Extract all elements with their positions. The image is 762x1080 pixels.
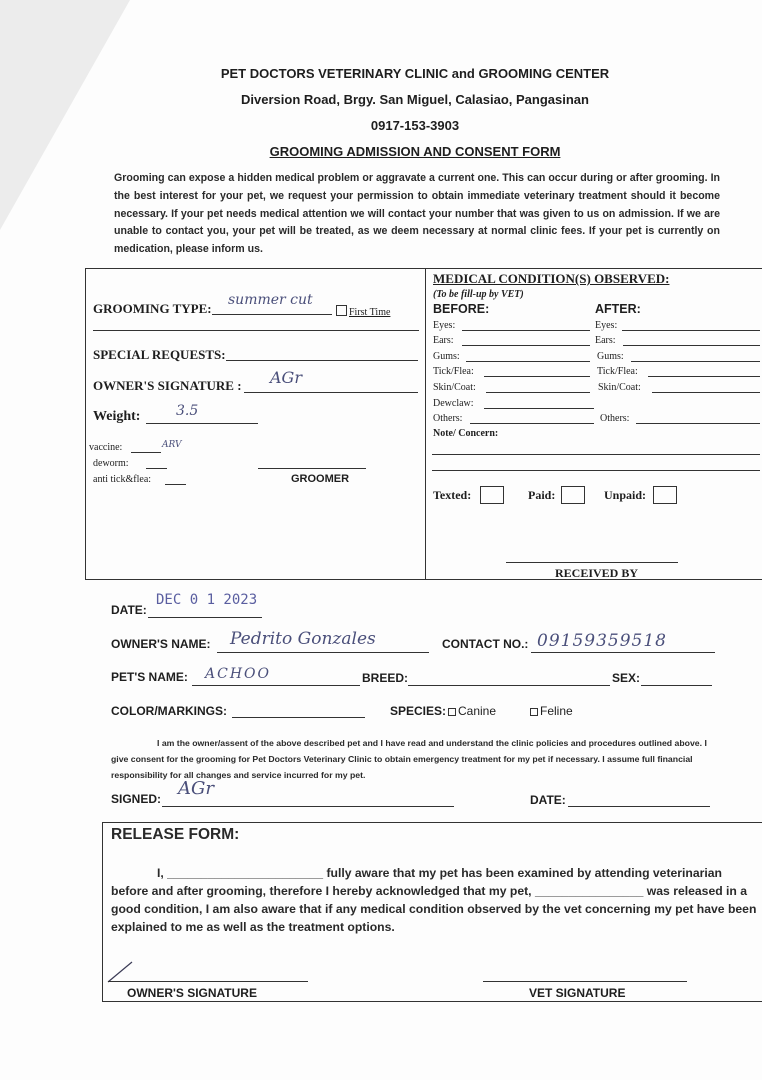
breed-line — [408, 685, 610, 686]
consent-paragraph: I am the owner/assent of the above described pet and I have read and understand the clinic policies and procedures outlined above. I give consent for the grooming for Pet Doctors Veterinary Clinic to obtain emergency treatment for my pet if necessary. I assume full financial responsibility for all changes and service incurred for my pet. — [111, 738, 707, 780]
before-others-line — [470, 423, 594, 424]
release-text-3: was released in a good condition, I am also aware that if any medical condition observed by the vet concerning my pet have been explained to me as well as the treatment options. — [111, 884, 757, 934]
before-gums: Gums: — [433, 351, 460, 362]
before-eyes-line — [462, 330, 590, 331]
release-text-2: fully aware that my pet has been examined by attending veterinarian before and after grooming, therefore I hereby acknowledged that my pet, — [111, 866, 722, 898]
before-dewclaw-line — [484, 408, 594, 409]
after-skin: Skin/Coat: — [598, 382, 641, 393]
owner-signature-line — [244, 392, 418, 393]
before-dewclaw: Dewclaw: — [433, 398, 474, 409]
feline-label: Feline — [540, 704, 573, 718]
before-ears-line — [462, 345, 590, 346]
texted-label: Texted: — [433, 488, 472, 502]
groomer-label: GROOMER — [291, 473, 350, 485]
weight-value[interactable]: 3.5 — [176, 403, 199, 419]
grooming-type-value[interactable]: summer cut — [228, 292, 313, 308]
pet-name-value[interactable]: ACHOO — [205, 666, 271, 682]
contact-value[interactable]: 09159359518 — [537, 631, 667, 651]
received-by-label: RECEIVED BY — [555, 566, 639, 580]
date-line — [148, 617, 262, 618]
deworm-line — [146, 468, 167, 469]
date-stamp-value[interactable]: DEC 0 1 2023 — [156, 592, 258, 608]
first-time-checkbox[interactable] — [336, 305, 347, 316]
feline-checkbox[interactable] — [530, 708, 538, 716]
pet-name-label: PET'S NAME: — [111, 670, 188, 684]
box-divider — [425, 268, 426, 580]
owner-name-label: OWNER'S NAME: — [111, 637, 211, 651]
special-requests-line — [226, 360, 418, 361]
release-pet-blank[interactable]: ________________ — [534, 884, 644, 898]
after-eyes: Eyes: — [595, 320, 618, 331]
note-line-1 — [432, 454, 760, 455]
contact-label: CONTACT NO.: — [442, 637, 529, 651]
canine-option[interactable] — [448, 704, 496, 718]
release-name-blank[interactable]: _______________________ — [167, 866, 324, 880]
unpaid-label: Unpaid: — [604, 488, 647, 502]
release-form-title: RELEASE FORM: — [111, 826, 240, 843]
anti-tick-line — [165, 484, 186, 485]
color-markings-line — [232, 717, 365, 718]
release-paragraph — [111, 864, 761, 936]
special-requests-label: SPECIAL REQUESTS: — [93, 347, 226, 362]
breed-label: BREED: — [362, 671, 409, 685]
signed-signature[interactable]: AGr — [178, 778, 214, 799]
grooming-type-line — [212, 314, 332, 315]
unpaid-checkbox[interactable] — [653, 486, 677, 504]
note-line-2 — [432, 470, 760, 471]
owner-signature-label: OWNER'S SIGNATURE : — [93, 378, 242, 393]
weight-label: Weight: — [93, 409, 141, 424]
clinic-address: Diversion Road, Brgy. San Miguel, Calasiao, Pangasinan — [241, 92, 589, 107]
vaccine-value[interactable]: ARV — [162, 440, 182, 450]
after-tick-line — [648, 376, 760, 377]
first-time-label: First Time — [349, 307, 391, 318]
owner-signature-value[interactable]: AGr — [270, 368, 302, 387]
release-text-1: I, — [157, 866, 168, 880]
deworm-label: deworm: — [93, 458, 129, 469]
before-skin-line — [486, 392, 590, 393]
canine-label: Canine — [458, 704, 497, 718]
before-ears: Ears: — [433, 335, 454, 346]
clinic-name: PET DOCTORS VETERINARY CLINIC and GROOMING CENTER — [220, 66, 610, 81]
species-label: SPECIES: — [390, 704, 447, 718]
texted-checkbox[interactable] — [480, 486, 504, 504]
canine-checkbox[interactable] — [448, 708, 456, 716]
grooming-type-label: GROOMING TYPE: — [93, 301, 212, 316]
groomer-line — [258, 468, 366, 469]
received-by-line — [506, 562, 678, 563]
before-gums-line — [466, 361, 590, 362]
owner-name-value[interactable]: Pedrito Gonzales — [230, 629, 376, 649]
signed-date-label: DATE: — [530, 793, 566, 807]
note-label: Note/ Concern: — [433, 428, 499, 439]
after-eyes-line — [622, 330, 760, 331]
after-gums: Gums: — [597, 351, 624, 362]
paid-label: Paid: — [528, 488, 556, 502]
first-time-option[interactable] — [336, 305, 390, 318]
pet-name-line — [192, 685, 360, 686]
date-label: DATE: — [111, 603, 147, 617]
before-label: BEFORE: — [433, 302, 490, 316]
signed-date-line — [568, 806, 710, 807]
after-ears-line — [623, 345, 760, 346]
before-skin: Skin/Coat: — [433, 382, 476, 393]
signed-line — [162, 806, 454, 807]
clinic-phone: 0917-153-3903 — [370, 118, 460, 133]
weight-line — [146, 423, 258, 424]
color-markings-label: COLOR/MARKINGS: — [111, 704, 227, 718]
owner-name-line — [217, 652, 429, 653]
feline-option[interactable] — [530, 704, 573, 718]
contact-line — [531, 652, 715, 653]
after-others: Others: — [600, 413, 630, 424]
folded-corner — [0, 0, 130, 230]
before-others: Others: — [433, 413, 463, 424]
anti-tick-label: anti tick&flea: — [93, 474, 152, 485]
after-tick: Tick/Flea: — [597, 366, 638, 377]
after-gums-line — [631, 361, 760, 362]
after-others-line — [636, 423, 760, 424]
release-vet-signature-line — [483, 981, 687, 982]
medical-condition-subtitle: (To be fill-up by VET) — [433, 289, 524, 300]
release-owner-signature-line — [108, 981, 308, 982]
before-tick: Tick/Flea: — [433, 366, 474, 377]
before-tick-line — [484, 376, 590, 377]
grooming-extra-line — [93, 330, 419, 331]
vaccine-line — [131, 452, 161, 453]
signed-label: SIGNED: — [111, 792, 162, 806]
sex-line — [641, 685, 712, 686]
after-label: AFTER: — [595, 302, 641, 316]
paid-checkbox[interactable] — [561, 486, 585, 504]
form-title: GROOMING ADMISSION AND CONSENT FORM — [269, 144, 561, 159]
after-ears: Ears: — [595, 335, 616, 346]
intro-paragraph: Grooming can expose a hidden medical problem or aggravate a current one. This can occur during or after grooming. In the best interest for your pet, we request your permission to obtain immediate veterinary treatment should it become necessary. If your pet needs medical attention we will contact your number that was given to us on admission. If we are unable to contact you, your pet will be treated, as we deem necessary at normal clinic fees. If your pet is currently on medication, please inform us. — [114, 172, 720, 256]
release-vet-signature-label: VET SIGNATURE — [529, 986, 626, 1000]
before-eyes: Eyes: — [433, 320, 456, 331]
release-owner-signature-label: OWNER'S SIGNATURE — [127, 986, 257, 1000]
sex-label: SEX: — [612, 671, 641, 685]
medical-condition-title: MEDICAL CONDITION(S) OBSERVED: — [433, 271, 670, 286]
vaccine-label: vaccine: — [89, 442, 123, 453]
after-skin-line — [652, 392, 760, 393]
